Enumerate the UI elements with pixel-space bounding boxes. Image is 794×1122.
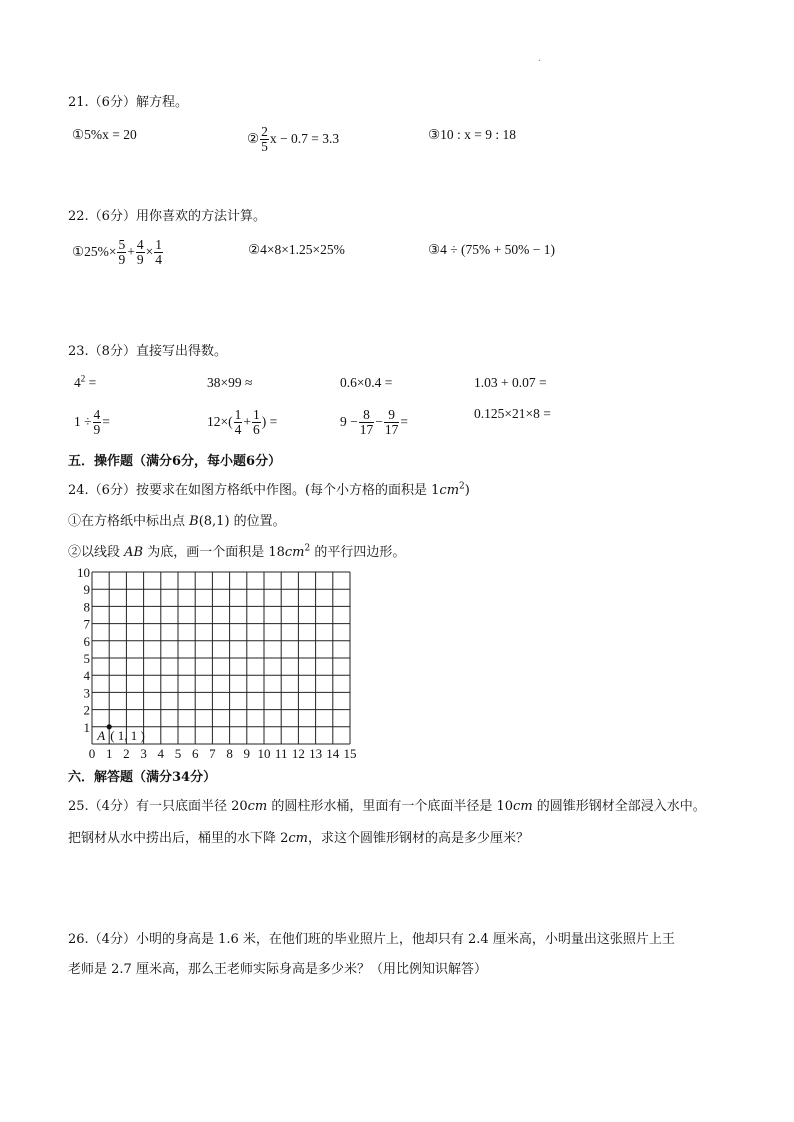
y-tick-label: 10 (77, 565, 90, 580)
y-tick-label: 8 (83, 599, 90, 615)
q23-header: 23.（8分）直接写出得数。 (68, 344, 227, 359)
fraction: $\frac{4}{9}$ (136, 237, 144, 268)
x-tick-label: 8 (226, 746, 233, 761)
q25-line1: 25.（4分）有一只底面半径 20cm 的圆柱形水桶，里面有一个底面半径是 10cm 的圆锥形钢材全部浸入水中。 (68, 799, 706, 814)
q23-r1c2: 38×99 ≈ (207, 375, 253, 390)
point-a-coordinates: ( 1, 1 ) (110, 727, 145, 743)
q22-header: 22.（6分）用你喜欢的方法计算。 (68, 209, 266, 224)
q22-part2: ②4×8×1.25×25% (248, 242, 345, 257)
x-tick-label: 6 (191, 746, 199, 761)
x-tick-label: 11 (274, 746, 288, 761)
q21-part1: ①5%x = 20 (72, 127, 137, 142)
q22-part1: ①25%× $\frac{5}{9}$ + $\frac{4}{9}$ × $\frac{1}{4}$ (72, 237, 162, 268)
x-tick-label: 3 (140, 746, 147, 761)
y-tick-label: 2 (83, 702, 90, 718)
q23-r2c4: 0.125×21×8 = (474, 406, 551, 421)
section5-heading: 五．操作题（满分6分，每小题6分） (68, 454, 282, 469)
fraction: $\frac{1}{4}$ (155, 237, 162, 268)
q23-r2c1: 1 ÷ $\frac{4}{9}$ = (74, 407, 110, 438)
fraction: $\frac{8}{17}$ (359, 407, 374, 438)
fraction: $\frac{1}{4}$ (234, 407, 242, 438)
x-tick-label: 0 (88, 746, 96, 761)
y-tick-label: 1 (83, 719, 90, 735)
fraction: $\frac{9}{17}$ (384, 407, 399, 438)
q21-header: 21.（6分）解方程。 (68, 95, 188, 110)
point-a-name: A (97, 727, 106, 743)
x-tick-label: 10 (257, 746, 271, 761)
fraction: $\frac{1}{6}$ (252, 407, 260, 438)
q22-part3: ③4 ÷ (75% + 50% − 1) (428, 242, 555, 257)
q23-r1c1: $4^2$ = (74, 373, 97, 390)
q21-part2-prefix: ② (247, 130, 260, 146)
q24-header: 24.（6分）按要求在如图方格纸中作图。(每个小方格的面积是 $1cm^2$) (68, 481, 470, 498)
x-tick-label: 13 (309, 746, 323, 761)
y-tick-label: 6 (83, 633, 90, 649)
fraction: $\frac{2}{5}$ (261, 124, 268, 155)
x-tick-label: 9 (243, 746, 251, 761)
q21-part2-rest: x − 0.7 = 3.3 (269, 130, 340, 146)
fraction: $\frac{5}{9}$ (118, 237, 126, 268)
q23-r2c2: 12×( $\frac{1}{4}$ + $\frac{1}{6}$ ) = (207, 407, 278, 438)
q21-part3: ③10 : x = 9 : 18 (428, 127, 516, 142)
q26-line2: 老师是 2.7 厘米高，那么王老师实际身高是多少米？（用比例知识解答） (68, 962, 487, 977)
x-tick-label: 4 (157, 746, 165, 761)
q26-line1: 26.（4分）小明的身高是 1.6 米，在他们班的毕业照片上，他却只有 2.4 厘米高，小明量出这张照片上王 (68, 932, 675, 947)
x-tick-label: 5 (174, 746, 182, 761)
q23-r1c4: 1.03 + 0.07 = (474, 375, 547, 390)
q25-line2: 把钢材从水中捞出后，桶里的水下降 2cm，求这个圆锥形钢材的高是多少厘米？ (68, 831, 530, 846)
q24-part2: ②以线段 AB 为底，画一个面积是 $18cm^2$ 的平行四边形。 (68, 543, 406, 560)
y-tick-label: 4 (83, 668, 90, 684)
y-tick-label: 5 (83, 651, 90, 666)
section6-heading: 六．解答题（满分34分） (68, 770, 217, 785)
q21-part2 (247, 125, 339, 154)
x-tick-label: 2 (123, 746, 130, 761)
q24-part1: ①在方格纸中标出点 B(8,1) 的位置。 (68, 514, 286, 529)
q23-r1c3: 0.6×0.4 = (340, 375, 393, 390)
x-tick-label: 1 (105, 746, 113, 761)
x-tick-label: 15 (343, 746, 357, 761)
coordinate-grid (77, 565, 380, 762)
x-tick-label: 12 (291, 746, 305, 761)
corner-dot: . (538, 54, 541, 64)
x-tick-label: 7 (209, 746, 216, 761)
q23-r2c3: 9 − $\frac{8}{17}$ − $\frac{9}{17}$ = (340, 407, 408, 438)
y-tick-label: 9 (83, 582, 90, 598)
y-tick-label: 7 (83, 616, 90, 632)
y-tick-label: 3 (83, 685, 90, 701)
fraction: $\frac{4}{9}$ (93, 407, 101, 438)
x-tick-label: 14 (326, 746, 340, 761)
